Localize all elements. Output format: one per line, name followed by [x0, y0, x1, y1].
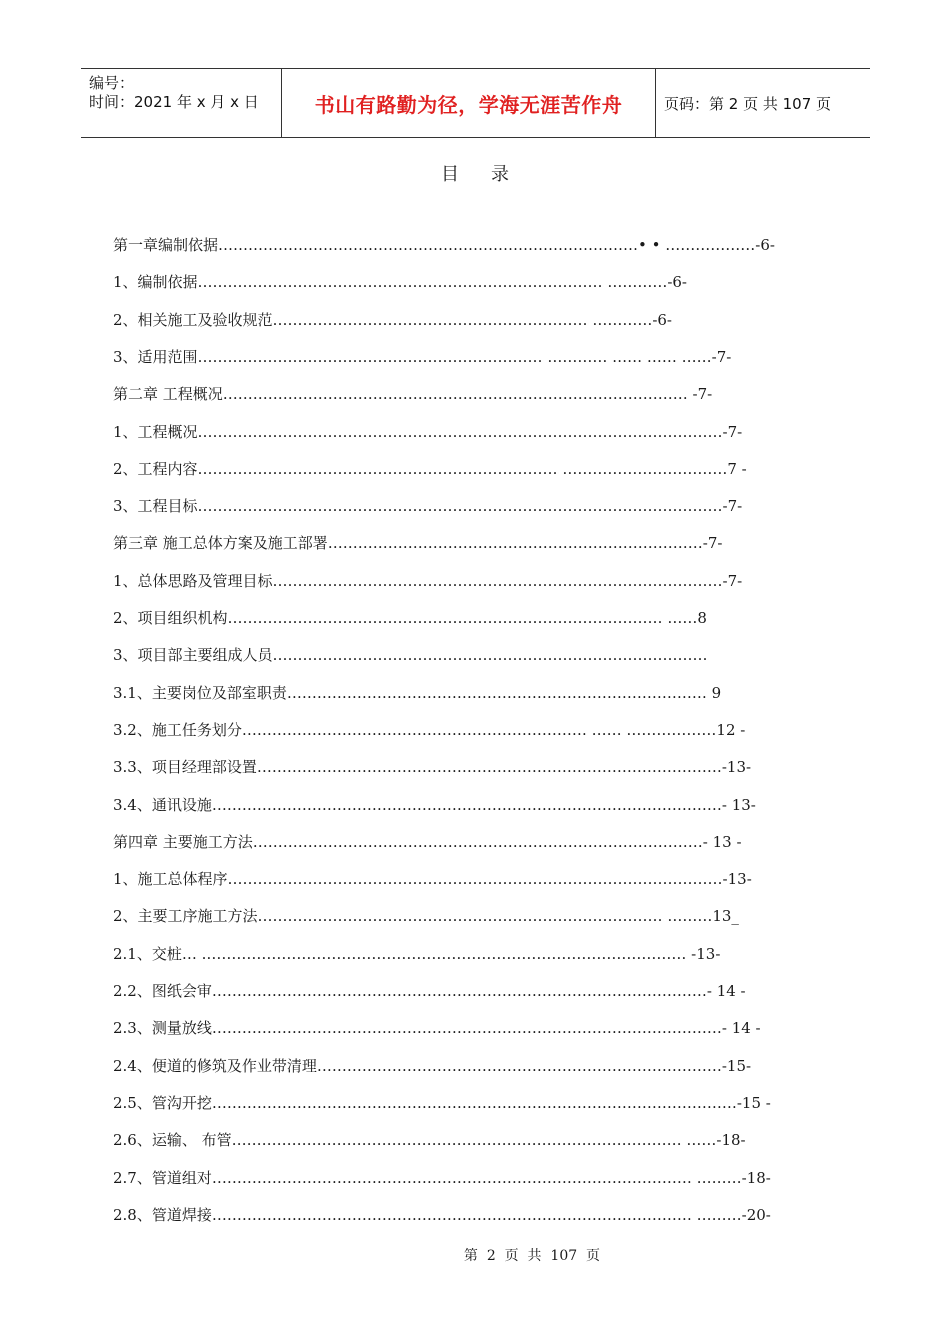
- toc-entry-leader: …………………………………………………………………-7-: [327, 534, 723, 553]
- toc-entry-label: 2.1、交桩: [113, 944, 182, 963]
- toc-entry-leader: …………………………………………………………………………………… ………-18-: [211, 1168, 771, 1187]
- toc-entry-leader: ……………………………………………………………………… …………-6-: [197, 273, 687, 292]
- toc-entry: [113, 719, 745, 741]
- page-header: [81, 68, 870, 138]
- page-title: 目录: [441, 164, 541, 185]
- toc-entry-label: 3、工程目标: [113, 497, 198, 516]
- footer-page-number: 第 2 页 共 107 页: [463, 1248, 601, 1264]
- toc-entry: [113, 644, 708, 666]
- toc-entry: [113, 1129, 746, 1151]
- toc-entry-label: 2.5、管沟开挖: [113, 1093, 212, 1112]
- toc-entry-leader: …………………………………………………………………………………………- 13-: [211, 795, 756, 814]
- toc-entry-label: 2.3、测量放线: [113, 1019, 212, 1038]
- toc-entry-leader: ……………………………………………………………………………… ……-18-: [231, 1131, 746, 1150]
- header-motto-cell: [281, 69, 656, 137]
- toc-entry-leader: …………………………………………………………… …… ………………12 -: [241, 720, 746, 739]
- toc-entry: [113, 943, 720, 965]
- toc-entry-leader: ……………………………………………………………………………: [272, 646, 708, 665]
- toc-entry-leader: ……………………………………………………………… ……………………………7 -: [197, 459, 747, 478]
- toc-entry: [113, 309, 672, 331]
- toc-entry: [113, 532, 722, 554]
- toc-entry-label: 第四章 主要施工方法: [113, 832, 253, 851]
- toc-entry-label: 3.2、施工任务划分: [113, 720, 242, 739]
- toc-entry: [113, 831, 742, 853]
- toc-entry-label: 2、相关施工及验收规范: [113, 310, 273, 329]
- toc-entry-leader: … .…………………………………………………………………………………… -13-: [181, 944, 721, 963]
- toc-entry: [113, 1204, 771, 1226]
- toc-entry-label: 2、主要工序施工方法: [113, 907, 258, 926]
- toc-entry-leader: …………………………………………………………………………………… ………-20-: [211, 1205, 771, 1224]
- toc-entry: [113, 346, 731, 368]
- toc-entry: [113, 421, 742, 443]
- time-label: 时间：2021 年 x 月 x 日: [89, 93, 259, 111]
- toc-entry-leader: …………………………………………………………………………• • ………………-6-: [218, 236, 775, 254]
- toc-entry-leader: …………………………………………………………… ………… …… …… ……-7-: [197, 347, 732, 366]
- toc-entry: [113, 458, 747, 480]
- toc-entry-leader: ……………………………………………………………………………………………-15 -: [211, 1093, 771, 1112]
- toc-entry: [113, 1167, 771, 1189]
- toc-entry-leader: …………………………………………………………………………… ……8: [227, 609, 707, 627]
- toc-entry-label: 2.2、图纸会审: [113, 982, 212, 1000]
- header-motto: 书山有路勤为径，学海无涯苦作舟: [314, 92, 623, 117]
- page-footer: [0, 1245, 950, 1265]
- toc-entry: [113, 868, 752, 890]
- toc-entry-label: 3、适用范围: [113, 347, 198, 366]
- toc-entry-label: 第一章编制依据: [113, 236, 219, 254]
- toc-entry-label: 2.8、管道焊接: [113, 1205, 212, 1224]
- number-label: 编号：: [89, 74, 135, 92]
- toc-entry-leader: ………………………………………………………………………………………-13-: [227, 870, 752, 889]
- toc-entry-label: 1、编制依据: [113, 273, 198, 292]
- toc-entry-label: 1、工程概况: [113, 422, 198, 441]
- toc-entry: [113, 383, 712, 405]
- toc-entry-leader: ……………………………………………………………………………………………-7-: [197, 422, 743, 441]
- toc-entry: [113, 1055, 751, 1077]
- toc-entry-leader: …………………………………………………………………………………………- 14 -: [211, 1019, 761, 1038]
- toc-entry-label: 2.7、管道组对: [113, 1168, 212, 1187]
- toc-entry-leader: ……………………………………………………………………… ………13_: [257, 907, 739, 926]
- toc-entry-leader: ………………………………………………………………………………-7-: [272, 571, 743, 590]
- toc-entry: [113, 980, 746, 1002]
- toc-entry: [113, 1092, 771, 1114]
- toc-entry-leader: ………………………………………………………………………………… -7-: [222, 385, 713, 404]
- toc-entry-label: 第二章 工程概况: [113, 385, 223, 404]
- toc-entry-label: 2、工程内容: [113, 459, 198, 478]
- toc-entry-leader: ……………………………………………………… …………-6-: [272, 310, 672, 329]
- header-page-info: 页码：第 2 页 共 107 页: [664, 94, 832, 113]
- toc-entry-leader: ……………………………………………………………………………………………-7-: [197, 497, 743, 516]
- toc-entry-leader: ………………………………………………………………………… 9: [286, 683, 722, 702]
- toc-entry: [113, 271, 687, 293]
- toc-entry-leader: ………………………………………………………………………-15-: [316, 1056, 752, 1075]
- toc-entry: [113, 794, 756, 816]
- toc-entry-label: 3.1、主要岗位及部室职责: [113, 683, 287, 702]
- toc-entry-label: 3.3、项目经理部设置: [113, 758, 257, 777]
- toc-entry-label: 1、总体思路及管理目标: [113, 571, 273, 590]
- header-page-cell: [655, 69, 870, 137]
- toc-entry-label: 第三章 施工总体方案及施工部署: [113, 534, 328, 553]
- toc-entry-label: 2.6、运输、 布管: [113, 1131, 232, 1150]
- toc-entry: [113, 570, 742, 592]
- toc-entry: [113, 495, 742, 517]
- toc-entry-label: 2、项目组织机构: [113, 609, 228, 627]
- toc-entry-label: 3.4、通讯设施: [113, 795, 212, 814]
- toc-entry: [113, 682, 721, 704]
- toc-entry: [113, 756, 751, 778]
- header-meta: [81, 69, 281, 137]
- toc-entry-label: 2.4、便道的修筑及作业带清理: [113, 1056, 317, 1075]
- toc-entry-leader: …………………………………………………………………………………-13-: [256, 758, 752, 777]
- toc-entry: [113, 607, 707, 629]
- toc-entry-label: 1、施工总体程序: [113, 870, 228, 889]
- toc-entry: [113, 234, 775, 256]
- toc-entry-leader: ………………………………………………………………………………- 13 -: [252, 832, 742, 851]
- toc-entry: [113, 1017, 761, 1039]
- toc-entry-label: 3、项目部主要组成人员: [113, 646, 273, 665]
- toc-entry-leader: ………………………………………………………………………………………- 14 -: [211, 982, 746, 1000]
- toc-entry: [113, 905, 739, 927]
